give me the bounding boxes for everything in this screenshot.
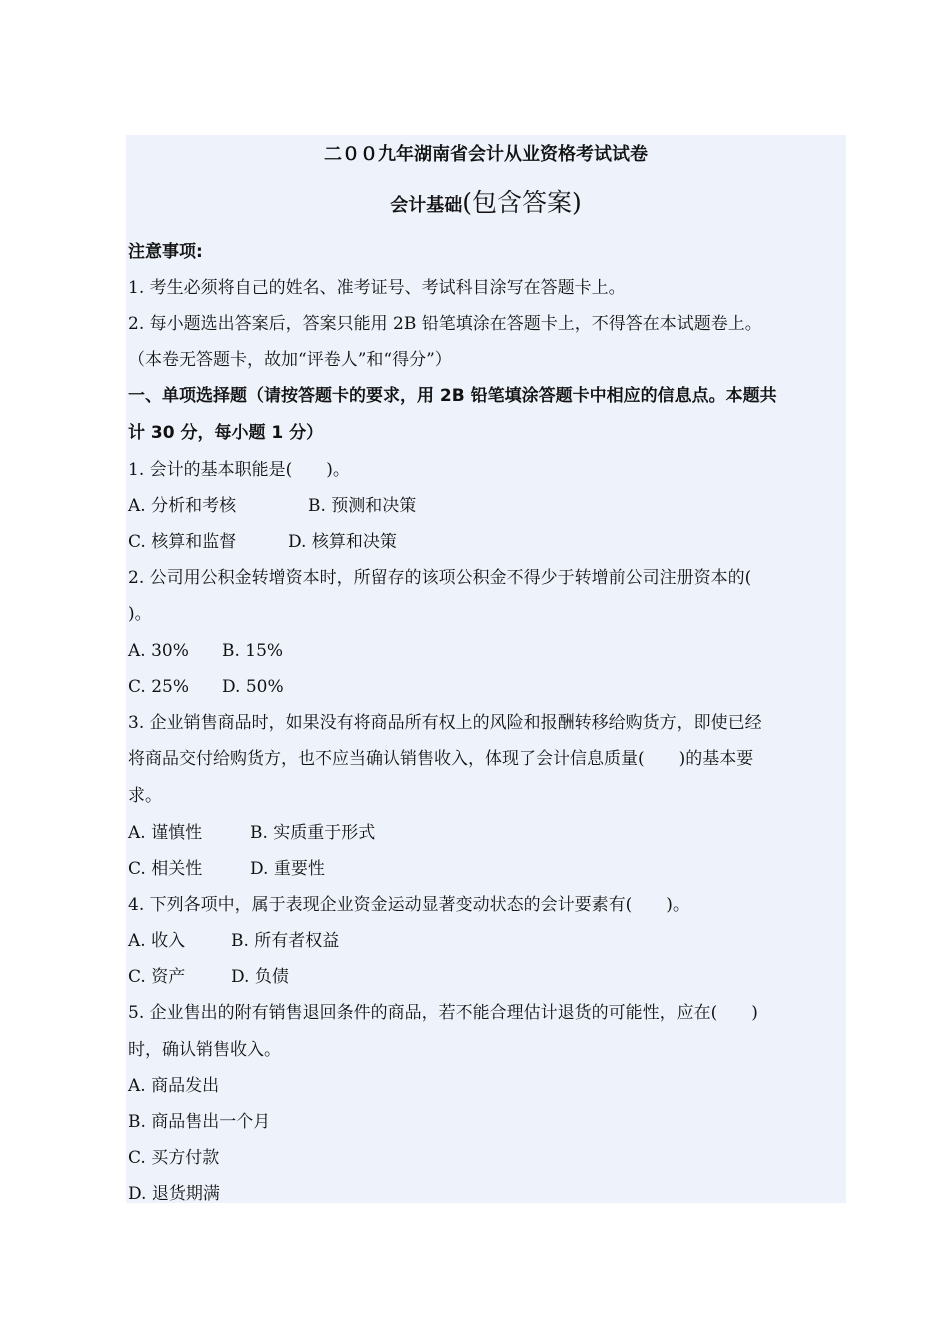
notice-heading: 注意事项: — [128, 242, 203, 262]
question-3-option-b: B. 实质重于形式 — [250, 823, 376, 843]
subtitle-paren: (包含答案) — [462, 188, 582, 217]
question-2-option-d: D. 50% — [222, 677, 284, 697]
question-1-stem: 1. 会计的基本职能是( )。 — [128, 460, 350, 480]
question-4-options-row-1 — [128, 929, 339, 953]
question-3-option-a: A. 谨慎性 — [128, 823, 203, 843]
notice-item-2: 2. 每小题选出答案后，答案只能用 2B 铅笔填涂在答题卡上，不得答在本试题卷上。 — [128, 314, 762, 334]
question-1-option-c: C. 核算和监督 — [128, 532, 237, 552]
question-5-option-c: C. 买方付款 — [128, 1148, 220, 1168]
exam-title: 二００九年湖南省会计从业资格考试试卷 — [324, 144, 648, 165]
question-4-option-b: B. 所有者权益 — [231, 931, 340, 951]
question-3-stem-line-3: 求。 — [128, 786, 162, 806]
question-4-option-d: D. 负债 — [231, 967, 289, 987]
question-3-stem-line-1: 3. 企业销售商品时，如果没有将商品所有权上的风险和报酬转移给购货方，即使已经 — [128, 713, 762, 733]
question-1-options-row-1 — [128, 494, 416, 518]
question-5-stem-line-2: 时，确认销售收入。 — [128, 1040, 281, 1060]
section-heading-line-1: 一、单项选择题（请按答题卡的要求，用 2B 铅笔填涂答题卡中相应的信息点。本题共 — [128, 386, 777, 406]
question-3-option-d: D. 重要性 — [250, 859, 325, 879]
question-5-option-a: A. 商品发出 — [128, 1076, 220, 1096]
question-4-options-row-2 — [128, 965, 289, 989]
question-1-options-row-2 — [128, 530, 397, 554]
question-1-option-a: A. 分析和考核 — [128, 496, 237, 516]
question-4-option-a: A. 收入 — [128, 931, 186, 951]
question-3-stem-line-2: 将商品交付给购货方，也不应当确认销售收入，体现了会计信息质量( )的基本要 — [128, 749, 754, 769]
question-5-option-d: D. 退货期满 — [128, 1184, 220, 1204]
exam-subtitle — [126, 183, 846, 219]
question-5-stem-line-1: 5. 企业售出的附有销售退回条件的商品，若不能合理估计退货的可能性，应在( ) — [128, 1003, 758, 1023]
question-4-option-c: C. 资产 — [128, 967, 186, 987]
question-3-option-c: C. 相关性 — [128, 859, 203, 879]
subtitle-main: 会计基础 — [390, 195, 463, 216]
question-1-option-b: B. 预测和决策 — [308, 496, 417, 516]
section-heading-line-2: 计 30 分，每小题 1 分） — [128, 423, 324, 443]
exam-paper — [126, 135, 846, 1203]
notice-item-1: 1. 考生必须将自己的姓名、准考证号、考试科目涂写在答题卡上。 — [128, 278, 626, 298]
question-3-options-row-1 — [128, 821, 375, 845]
question-4-stem: 4. 下列各项中，属于表现企业资金运动显著变动状态的会计要素有( )。 — [128, 895, 690, 915]
question-5-option-b: B. 商品售出一个月 — [128, 1112, 271, 1132]
question-2-option-a: A. 30% — [128, 641, 189, 661]
question-2-options-row-1 — [128, 639, 283, 663]
question-2-option-c: C. 25% — [128, 677, 189, 697]
question-2-options-row-2 — [128, 675, 284, 699]
question-2-stem-line-2: )。 — [128, 604, 152, 624]
question-2-option-b: B. 15% — [222, 641, 284, 661]
question-1-option-d: D. 核算和决策 — [288, 532, 397, 552]
question-2-stem-line-1: 2. 公司用公积金转增资本时，所留存的该项公积金不得少于转增前公司注册资本的( — [128, 568, 752, 588]
notice-item-3: （本卷无答题卡，故加“评卷人”和“得分”） — [128, 350, 452, 370]
question-3-options-row-2 — [128, 857, 325, 881]
